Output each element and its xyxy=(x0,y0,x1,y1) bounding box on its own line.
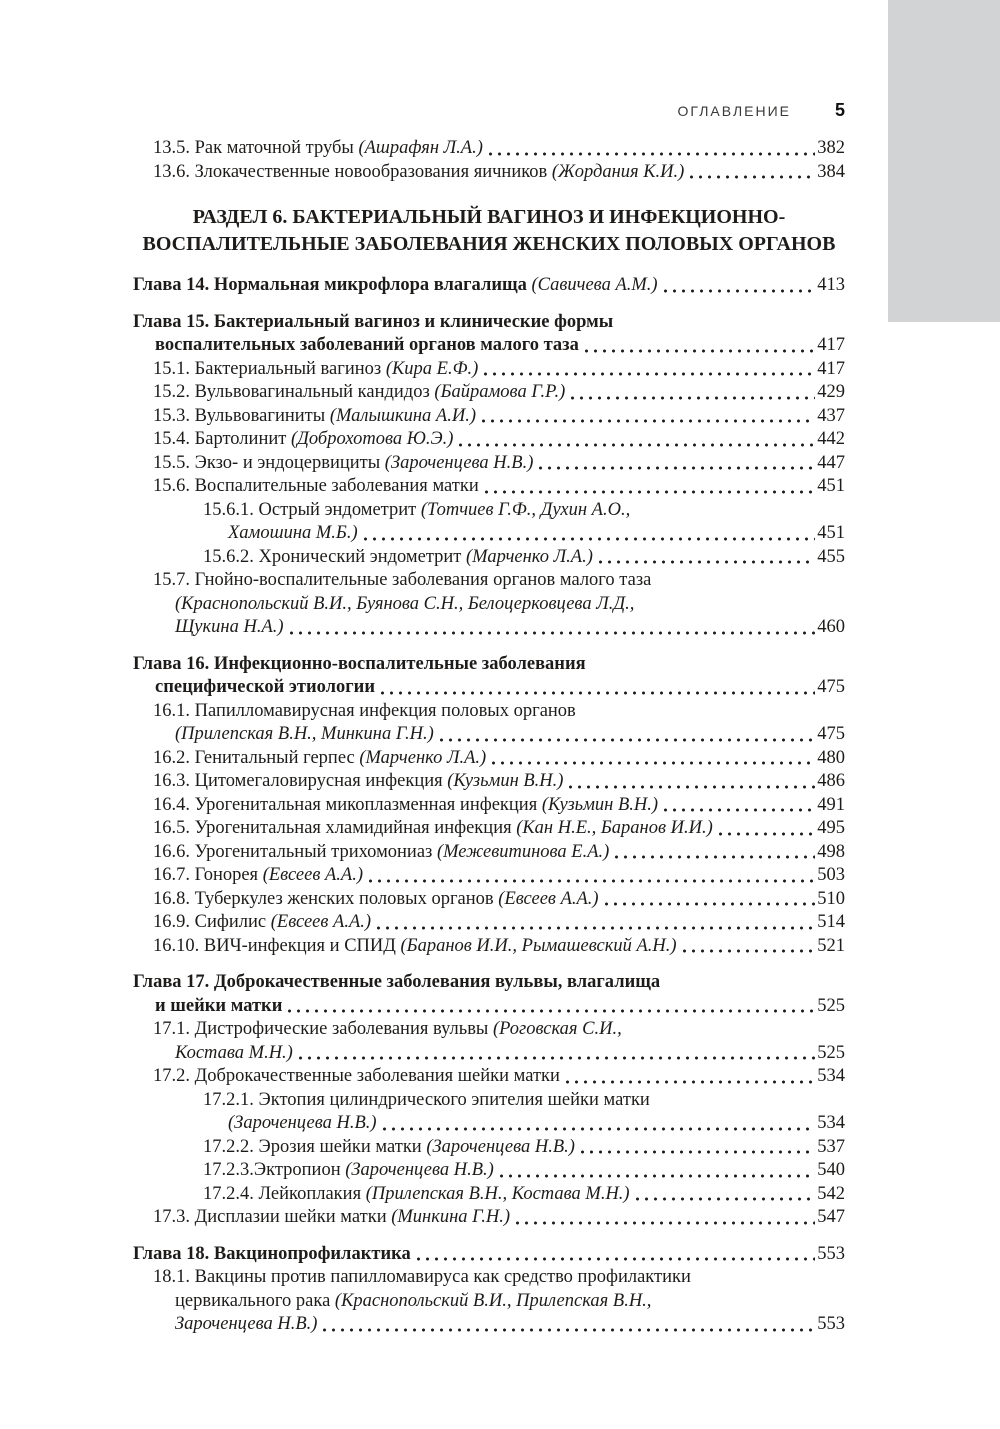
toc-line-text xyxy=(133,1243,411,1267)
dot-leader xyxy=(479,405,815,429)
dot-leader xyxy=(563,1065,815,1089)
toc-line xyxy=(203,546,845,570)
toc-text-segment: (Зароченцева Н.В.) xyxy=(345,1160,494,1180)
toc-line xyxy=(153,381,845,405)
entry-page-number: 442 xyxy=(817,429,845,449)
toc-line-text xyxy=(153,770,563,794)
toc-text-segment: (Евсеев А.А.) xyxy=(262,865,364,885)
toc-text-segment: 15.4. Бартолинит xyxy=(153,429,291,449)
toc-text-segment: 13.6. Злокачественные новообразования яичников xyxy=(153,161,552,182)
toc-text-segment: Глава 18. Вакцинопрофилактика xyxy=(133,1243,411,1264)
toc-entry xyxy=(133,452,845,476)
toc-line xyxy=(203,1089,845,1113)
toc-line-text xyxy=(153,794,658,818)
toc-line xyxy=(175,616,845,640)
toc-line-text xyxy=(203,1183,630,1207)
toc-entry xyxy=(133,911,845,935)
toc-line-text xyxy=(155,995,282,1019)
toc-line xyxy=(153,452,845,476)
toc-text-segment: 16.6. Урогенитальный трихомониаз xyxy=(153,841,437,862)
toc-text-segment: Глава 15. Бактериальный вагиноз и клинические формы xyxy=(133,311,614,332)
toc-text-segment: 16.4. Урогенитальная микоплазменная инфекция xyxy=(153,794,542,815)
toc-entry xyxy=(133,747,845,771)
dot-leader xyxy=(481,358,815,382)
toc-line-text xyxy=(153,428,453,452)
entry-page-number: 382 xyxy=(817,138,845,158)
toc-text-segment: Костава М.Н.) xyxy=(175,1042,293,1063)
dot-leader xyxy=(661,274,816,298)
entry-page-number: 521 xyxy=(817,935,845,956)
dot-leader xyxy=(716,817,815,841)
dot-leader xyxy=(513,1206,815,1230)
dot-leader xyxy=(680,935,816,959)
toc-entry xyxy=(133,935,845,959)
toc-text-segment: (Краснопольский В.И., Буянова С.Н., Белоцерковцева Л.Д., xyxy=(175,593,635,614)
toc-line-text xyxy=(175,616,284,640)
running-title: ОГЛАВЛЕНИЕ xyxy=(677,103,791,119)
toc-text-segment: (Зароченцева Н.В.) xyxy=(384,452,534,473)
toc-entry xyxy=(133,864,845,888)
toc-entry xyxy=(133,274,845,298)
toc-line xyxy=(153,428,845,452)
toc-line-text xyxy=(133,274,658,298)
toc-text-segment: (Марченко Л.А.) xyxy=(359,747,487,768)
toc-entry xyxy=(133,475,845,499)
dot-leader xyxy=(489,747,815,771)
toc-text-segment: (Минкина Г.Н.) xyxy=(391,1207,511,1227)
toc-line xyxy=(133,204,845,231)
toc-line xyxy=(153,794,845,818)
toc-line xyxy=(153,1018,845,1042)
toc-line-text xyxy=(133,972,660,992)
dot-leader xyxy=(633,1183,816,1207)
toc-line xyxy=(153,569,845,593)
toc-line-text xyxy=(153,1065,560,1089)
toc-entry xyxy=(133,311,845,358)
toc-line xyxy=(228,1112,845,1136)
toc-entry xyxy=(133,1065,845,1089)
toc-text-segment: 17.2.3.Эктропион xyxy=(203,1160,346,1180)
toc-line xyxy=(228,522,845,546)
toc-entry xyxy=(133,546,845,570)
entry-page-number: 460 xyxy=(817,617,845,637)
toc-line xyxy=(153,770,845,794)
toc-line xyxy=(153,1065,845,1089)
toc-line xyxy=(153,864,845,888)
entry-page-number: 447 xyxy=(817,452,845,473)
entry-page-number: 437 xyxy=(817,405,845,426)
toc-line-text xyxy=(153,935,677,959)
toc-line-text xyxy=(133,312,613,332)
entry-page-number: 455 xyxy=(817,546,845,567)
toc-line xyxy=(133,1243,845,1267)
entry-page-number: 486 xyxy=(817,771,845,791)
entry-page-number: 498 xyxy=(817,841,845,862)
toc-line-text xyxy=(153,570,651,590)
toc-line xyxy=(153,475,845,499)
toc-text-segment: 17.2.4. Лейкоплакия xyxy=(203,1183,366,1204)
toc-entry xyxy=(133,1159,845,1183)
dot-leader xyxy=(296,1042,815,1066)
dot-leader xyxy=(566,770,815,794)
toc-entry xyxy=(133,841,845,865)
toc-line xyxy=(153,1266,845,1290)
toc-line xyxy=(153,161,845,185)
toc-entry xyxy=(133,817,845,841)
toc-line xyxy=(133,653,845,677)
entry-page-number: 451 xyxy=(817,523,845,543)
toc-text-segment: 15.1. Бактериальный вагиноз xyxy=(153,358,386,379)
entry-page-number: 534 xyxy=(817,1113,845,1133)
toc-line-text xyxy=(203,1090,650,1110)
toc-line-text xyxy=(153,817,713,841)
toc-line xyxy=(203,1136,845,1160)
toc-line-text xyxy=(153,137,483,161)
entry-page-number: 417 xyxy=(817,358,845,379)
toc-text-segment: (Доброхотова Ю.Э.) xyxy=(290,429,454,449)
toc-text-segment: (Кира Е.Ф.) xyxy=(385,358,479,379)
toc-line-text xyxy=(228,522,358,546)
toc-line xyxy=(133,274,845,298)
page-header xyxy=(133,100,845,121)
toc-line xyxy=(203,1159,845,1183)
toc-line xyxy=(133,231,845,258)
toc-text-segment: (Кузьмин В.Н.) xyxy=(447,771,564,791)
toc-text-segment: (Марченко Л.А.) xyxy=(466,546,593,567)
dot-leader xyxy=(596,546,815,570)
toc-line xyxy=(153,137,845,161)
toc-text-segment: (Баранов И.И., Рымашевский А.Н.) xyxy=(400,935,677,956)
toc-line xyxy=(153,747,845,771)
toc-text-segment: 15.3. Вульвовагиниты xyxy=(153,405,330,426)
toc-text-segment: 15.6.1. Острый эндометрит xyxy=(203,499,421,520)
dot-leader xyxy=(612,841,815,865)
toc-entry xyxy=(133,428,845,452)
toc-text-segment: 16.5. Урогенитальная хламидийная инфекция xyxy=(153,818,517,838)
entry-page-number: 451 xyxy=(817,476,845,496)
entry-page-number: 429 xyxy=(817,382,845,402)
scan-gray-block xyxy=(888,0,1000,322)
dot-leader xyxy=(661,794,815,818)
toc-text-segment: (Евсеев А.А.) xyxy=(498,888,599,909)
dot-leader xyxy=(366,864,815,888)
entry-page-number: 525 xyxy=(817,995,845,1016)
toc-text-segment: Щукина Н.А.) xyxy=(175,617,284,637)
toc-line-text xyxy=(193,206,786,228)
dot-leader xyxy=(687,161,815,185)
dot-leader xyxy=(602,888,816,912)
entry-page-number: 475 xyxy=(817,677,845,697)
toc-line-text xyxy=(153,475,479,499)
toc-line xyxy=(153,888,845,912)
toc-entry xyxy=(133,358,845,382)
toc-text-segment: (Савичева А.М.) xyxy=(531,275,658,295)
toc-line-text xyxy=(153,1206,510,1230)
toc-line-text xyxy=(153,841,609,865)
toc-entry xyxy=(133,204,845,258)
toc-text-segment: 15.2. Вульвовагинальный кандидоз xyxy=(153,382,435,402)
toc-text-segment: 16.3. Цитомегаловирусная инфекция xyxy=(153,771,448,791)
toc-text-segment: Зароченцева Н.В.) xyxy=(175,1314,318,1334)
toc-line xyxy=(155,334,845,358)
toc-text-segment: цервикального рака xyxy=(175,1290,335,1311)
toc-entry xyxy=(133,700,845,747)
toc-text-segment: 15.5. Экзо- и эндоцервициты xyxy=(153,452,385,473)
toc-text-segment: (Прилепская В.Н., Минкина Г.Н.) xyxy=(175,724,434,744)
entry-page-number: 495 xyxy=(817,818,845,838)
toc-line xyxy=(153,405,845,429)
toc-line xyxy=(175,1290,845,1314)
toc-line-text xyxy=(153,358,478,382)
toc-text-segment: (Роговская С.И., xyxy=(492,1019,622,1039)
dot-leader xyxy=(482,475,816,499)
toc-line xyxy=(153,911,845,935)
toc-text-segment: 16.1. Папилломавирусная инфекция половых органов xyxy=(153,700,576,721)
toc-entry xyxy=(133,381,845,405)
toc-entry xyxy=(133,770,845,794)
toc-text-segment: (Ашрафян Л.А.) xyxy=(358,138,483,158)
toc-text-segment: (Тотчиев Г.Ф., Духин А.О., xyxy=(420,499,631,520)
toc-entry xyxy=(133,1243,845,1267)
toc-line-text xyxy=(153,1019,622,1039)
toc-text-segment: специфической этиологии xyxy=(155,677,375,697)
entry-page-number: 475 xyxy=(817,724,845,744)
toc-text-segment: 17.1. Дистрофические заболевания вульвы xyxy=(153,1019,493,1039)
toc-text-segment: (Зароченцева Н.В.) xyxy=(426,1136,575,1157)
entry-page-number: 553 xyxy=(817,1314,845,1334)
toc-text-segment: (Евсеев А.А.) xyxy=(270,912,372,932)
toc-entry xyxy=(133,1183,845,1207)
dot-leader xyxy=(361,522,816,546)
table-of-contents xyxy=(133,137,845,1337)
toc-line xyxy=(203,1183,845,1207)
toc-text-segment: и шейки матки xyxy=(155,995,283,1016)
dot-leader xyxy=(582,334,815,358)
toc-text-segment: (Малышкина А.И.) xyxy=(329,405,476,426)
toc-line-text xyxy=(155,676,375,700)
dot-leader xyxy=(287,616,816,640)
toc-line-text xyxy=(175,723,434,747)
toc-line-text xyxy=(153,864,363,888)
entry-page-number: 553 xyxy=(817,1243,845,1264)
toc-entry xyxy=(133,888,845,912)
dot-leader xyxy=(378,676,815,700)
toc-entry xyxy=(133,161,845,185)
toc-text-segment: (Байрамова Г.Р.) xyxy=(434,382,566,402)
toc-text-segment: Глава 14. Нормальная микрофлора влагалища xyxy=(133,275,532,295)
toc-line-text xyxy=(203,546,593,570)
toc-text-segment: 17.2. Доброкачественные заболевания шейки матки xyxy=(153,1066,560,1086)
toc-line-text xyxy=(153,701,576,721)
toc-text-segment: 16.7. Гонорея xyxy=(153,865,263,885)
toc-entry xyxy=(133,1206,845,1230)
dot-leader xyxy=(320,1313,815,1337)
toc-text-segment: 17.3. Дисплазии шейки матки xyxy=(153,1207,392,1227)
entry-page-number: 384 xyxy=(817,161,845,182)
toc-text-segment: Хамошина М.Б.) xyxy=(228,523,358,543)
toc-text-segment: 15.7. Гнойно-воспалительные заболевания органов малого таза xyxy=(153,570,652,590)
toc-line xyxy=(153,817,845,841)
toc-entry xyxy=(133,1018,845,1065)
toc-line-text xyxy=(203,500,630,520)
entry-page-number: 540 xyxy=(817,1160,845,1180)
page-number: 5 xyxy=(834,100,845,120)
dot-leader xyxy=(285,995,815,1019)
toc-line-text xyxy=(175,594,634,614)
toc-line-text xyxy=(153,405,476,429)
dot-leader xyxy=(578,1136,815,1160)
toc-text-segment: 16.2. Генитальный герпес xyxy=(153,747,360,768)
toc-line-text xyxy=(153,161,684,185)
toc-line xyxy=(133,311,845,335)
entry-page-number: 537 xyxy=(817,1136,845,1157)
toc-entry xyxy=(133,137,845,161)
toc-line xyxy=(155,995,845,1019)
toc-entry xyxy=(133,971,845,1018)
dot-leader xyxy=(486,137,815,161)
toc-line-text xyxy=(175,1291,651,1311)
dot-leader xyxy=(374,911,815,935)
dot-leader xyxy=(380,1112,816,1136)
toc-text-segment: 17.2.2. Эрозия шейки матки xyxy=(203,1136,427,1157)
entry-page-number: 417 xyxy=(817,335,845,355)
toc-line xyxy=(153,841,845,865)
toc-entry xyxy=(133,405,845,429)
toc-text-segment: 16.9. Сифилис xyxy=(153,912,271,932)
toc-line xyxy=(175,1042,845,1066)
toc-text-segment: 15.6.2. Хронический эндометрит xyxy=(203,546,467,567)
toc-entry xyxy=(133,794,845,818)
entry-page-number: 480 xyxy=(817,747,845,768)
toc-text-segment: воспалительных заболеваний органов малого таза xyxy=(155,335,579,355)
toc-line xyxy=(153,700,845,724)
dot-leader xyxy=(536,452,815,476)
page-content xyxy=(133,100,845,1337)
toc-line-text xyxy=(133,654,586,674)
toc-line-text xyxy=(175,1313,317,1337)
dot-leader xyxy=(456,428,815,452)
entry-page-number: 413 xyxy=(817,275,845,295)
dot-leader xyxy=(414,1243,816,1267)
dot-leader xyxy=(437,723,816,747)
toc-line xyxy=(175,723,845,747)
entry-page-number: 525 xyxy=(817,1042,845,1063)
toc-line-text xyxy=(153,888,599,912)
toc-text-segment: (Зароченцева Н.В.) xyxy=(228,1113,377,1133)
toc-line-text xyxy=(153,381,565,405)
toc-text-segment: 17.2.1. Эктопия цилиндрического эпителия шейки матки xyxy=(203,1089,650,1110)
entry-page-number: 503 xyxy=(817,865,845,885)
toc-text-segment: (Краснопольский В.И., Прилепская В.Н., xyxy=(334,1290,652,1311)
toc-text-segment: (Кан Н.Е., Баранов И.И.) xyxy=(516,818,713,838)
toc-line-text xyxy=(228,1112,377,1136)
dot-leader xyxy=(568,381,815,405)
toc-line xyxy=(203,499,845,523)
toc-text-segment: Глава 17. Доброкачественные заболевания вульвы, влагалища xyxy=(133,972,661,992)
toc-line xyxy=(175,1313,845,1337)
toc-line xyxy=(153,1206,845,1230)
toc-entry xyxy=(133,1266,845,1337)
toc-text-segment: (Прилепская В.Н., Костава М.Н.) xyxy=(365,1183,630,1204)
toc-line xyxy=(153,358,845,382)
toc-text-segment: ВОСПАЛИТЕЛЬНЫЕ ЗАБОЛЕВАНИЯ ЖЕНСКИХ ПОЛОВЫХ ОРГАНОВ xyxy=(142,233,836,255)
toc-line-text xyxy=(143,233,836,255)
toc-text-segment: 16.8. Туберкулез женских половых органов xyxy=(153,888,499,909)
toc-line xyxy=(153,935,845,959)
toc-text-segment: 16.10. ВИЧ-инфекция и СПИД xyxy=(153,935,401,956)
toc-line-text xyxy=(153,911,371,935)
dot-leader xyxy=(497,1159,815,1183)
toc-line-text xyxy=(175,1042,293,1066)
entry-page-number: 547 xyxy=(817,1207,845,1227)
entry-page-number: 542 xyxy=(817,1183,845,1204)
toc-line-text xyxy=(203,1136,575,1160)
toc-line-text xyxy=(153,452,533,476)
toc-text-segment: 18.1. Вакцины против папилломавируса как средство профилактики xyxy=(153,1267,691,1287)
toc-line-text xyxy=(153,747,486,771)
toc-line xyxy=(175,593,845,617)
toc-line xyxy=(155,676,845,700)
toc-line-text xyxy=(153,1267,691,1287)
toc-entry xyxy=(133,569,845,640)
entry-page-number: 534 xyxy=(817,1066,845,1086)
toc-entry xyxy=(133,1136,845,1160)
toc-text-segment: (Кузьмин В.Н.) xyxy=(541,794,659,815)
toc-text-segment: (Жордания К.И.) xyxy=(551,161,685,182)
toc-line-text xyxy=(203,1159,494,1183)
toc-line xyxy=(133,971,845,995)
toc-text-segment: 13.5. Рак маточной трубы xyxy=(153,138,359,158)
entry-page-number: 510 xyxy=(817,888,845,909)
toc-line-text xyxy=(155,334,579,358)
entry-page-number: 514 xyxy=(817,912,845,932)
toc-text-segment: (Межевитинова Е.А.) xyxy=(436,841,610,862)
toc-entry xyxy=(133,499,845,546)
toc-text-segment: РАЗДЕЛ 6. БАКТЕРИАЛЬНЫЙ ВАГИНОЗ И ИНФЕКЦИОННО- xyxy=(192,206,786,228)
entry-page-number: 491 xyxy=(817,794,845,815)
toc-entry xyxy=(133,1089,845,1136)
toc-text-segment: Глава 16. Инфекционно-воспалительные заболевания xyxy=(133,653,586,674)
toc-entry xyxy=(133,653,845,700)
toc-text-segment: 15.6. Воспалительные заболевания матки xyxy=(153,476,479,496)
